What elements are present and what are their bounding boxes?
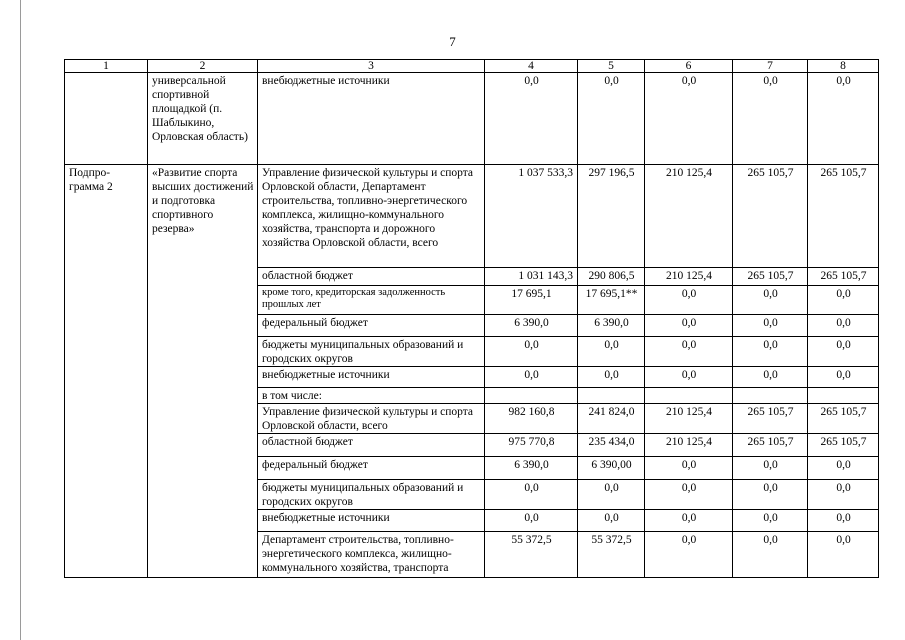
funding-source-cell: кроме того, кредиторская задолженность прошлых лет <box>258 286 485 315</box>
value-cell: 6 390,0 <box>485 457 578 480</box>
col-header: 4 <box>485 60 578 73</box>
funding-source-cell: бюджеты муниципальных образований и городских округов <box>258 480 485 510</box>
value-cell: 0,0 <box>645 286 733 315</box>
funding-source-cell: Управление физической культуры и спорта Орловской области, Департамент строительства, топливно-энергетического комплекса, жилищно-коммунального хозяйства, транспорта и дорожного хозяйства Орловской области, всего <box>258 165 485 268</box>
value-cell: 265 105,7 <box>733 268 808 286</box>
value-cell: 0,0 <box>808 367 879 388</box>
value-cell: 0,0 <box>808 532 879 578</box>
funding-source-cell: областной бюджет <box>258 434 485 457</box>
funding-source-cell: внебюджетные источники <box>258 73 485 165</box>
value-cell: 265 105,7 <box>808 404 879 434</box>
subprogram-title-cell: «Развитие спорта высших достижений и подготовка спортивного резерва» <box>148 165 258 578</box>
funding-source-cell: Департамент строительства, топливно-энергетического комплекса, жилищно-коммунального хозяйства, транспорта <box>258 532 485 578</box>
value-cell: 265 105,7 <box>808 165 879 268</box>
funding-source-cell: внебюджетные источники <box>258 367 485 388</box>
value-cell: 6 390,00 <box>578 457 645 480</box>
value-cell: 0,0 <box>808 480 879 510</box>
value-cell: 0,0 <box>485 73 578 165</box>
col-header: 1 <box>65 60 148 73</box>
value-cell: 265 105,7 <box>733 434 808 457</box>
value-cell: 0,0 <box>645 457 733 480</box>
value-cell: 0,0 <box>578 367 645 388</box>
value-cell: 55 372,5 <box>485 532 578 578</box>
value-cell: 0,0 <box>578 337 645 367</box>
value-cell: 0,0 <box>733 532 808 578</box>
value-cell: 0,0 <box>733 367 808 388</box>
col-header: 6 <box>645 60 733 73</box>
subprogram-label-cell: Подпро-грамма 2 <box>65 165 148 578</box>
value-cell: 210 125,4 <box>645 268 733 286</box>
table-row <box>65 165 879 268</box>
funding-source-cell: бюджеты муниципальных образований и городских округов <box>258 337 485 367</box>
value-cell: 0,0 <box>578 480 645 510</box>
value-cell: 265 105,7 <box>733 404 808 434</box>
budget-table <box>64 59 879 578</box>
value-cell: 290 806,5 <box>578 268 645 286</box>
value-cell: 0,0 <box>808 73 879 165</box>
value-cell: 0,0 <box>808 315 879 337</box>
value-cell: 0,0 <box>733 337 808 367</box>
col-header: 7 <box>733 60 808 73</box>
page-number: 7 <box>449 34 456 49</box>
page-edge-line <box>20 0 21 640</box>
funding-source-cell: Управление физической культуры и спорта Орловской области, всего <box>258 404 485 434</box>
value-cell: 0,0 <box>645 73 733 165</box>
cell-empty <box>65 73 148 165</box>
col-header: 2 <box>148 60 258 73</box>
value-cell: 0,0 <box>645 367 733 388</box>
table-row <box>65 73 879 165</box>
col-header: 5 <box>578 60 645 73</box>
value-cell: 0,0 <box>733 315 808 337</box>
funding-source-cell: федеральный бюджет <box>258 457 485 480</box>
value-cell: 0,0 <box>808 337 879 367</box>
value-cell: 0,0 <box>485 480 578 510</box>
value-cell: 265 105,7 <box>808 268 879 286</box>
value-cell: 0,0 <box>733 480 808 510</box>
funding-source-cell: внебюджетные источники <box>258 510 485 532</box>
value-cell: 0,0 <box>733 286 808 315</box>
including-label-cell: в том числе: <box>258 388 485 404</box>
object-name-cell: универсальной спортивной площадкой (п. Шаблыкино, Орловская область) <box>148 73 258 165</box>
value-cell: 55 372,5 <box>578 532 645 578</box>
value-cell: 17 695,1 <box>485 286 578 315</box>
value-cell: 0,0 <box>733 510 808 532</box>
value-cell: 6 390,0 <box>485 315 578 337</box>
value-cell: 297 196,5 <box>578 165 645 268</box>
cell-empty <box>578 388 645 404</box>
value-cell: 0,0 <box>485 510 578 532</box>
value-cell: 0,0 <box>485 337 578 367</box>
value-cell: 0,0 <box>733 457 808 480</box>
value-cell: 975 770,8 <box>485 434 578 457</box>
value-cell: 210 125,4 <box>645 404 733 434</box>
value-cell: 0,0 <box>645 510 733 532</box>
value-cell: 210 125,4 <box>645 165 733 268</box>
value-cell: 0,0 <box>808 510 879 532</box>
funding-source-cell: областной бюджет <box>258 268 485 286</box>
funding-source-cell: федеральный бюджет <box>258 315 485 337</box>
value-cell: 0,0 <box>485 367 578 388</box>
value-cell: 0,0 <box>645 532 733 578</box>
value-cell: 235 434,0 <box>578 434 645 457</box>
value-cell: 210 125,4 <box>645 434 733 457</box>
value-cell: 241 824,0 <box>578 404 645 434</box>
value-cell: 1 031 143,3 <box>485 268 578 286</box>
col-header: 3 <box>258 60 485 73</box>
value-cell: 0,0 <box>808 286 879 315</box>
value-cell: 265 105,7 <box>808 434 879 457</box>
cell-empty <box>808 388 879 404</box>
value-cell: 17 695,1** <box>578 286 645 315</box>
cell-empty <box>485 388 578 404</box>
value-cell: 265 105,7 <box>733 165 808 268</box>
value-cell: 0,0 <box>808 457 879 480</box>
value-cell: 982 160,8 <box>485 404 578 434</box>
value-cell: 6 390,0 <box>578 315 645 337</box>
col-header: 8 <box>808 60 879 73</box>
cell-empty <box>733 388 808 404</box>
value-cell: 0,0 <box>733 73 808 165</box>
value-cell: 0,0 <box>645 480 733 510</box>
column-number-row <box>65 60 879 73</box>
value-cell: 0,0 <box>578 73 645 165</box>
value-cell: 0,0 <box>645 337 733 367</box>
value-cell: 0,0 <box>578 510 645 532</box>
value-cell: 0,0 <box>645 315 733 337</box>
cell-empty <box>645 388 733 404</box>
value-cell: 1 037 533,3 <box>485 165 578 268</box>
